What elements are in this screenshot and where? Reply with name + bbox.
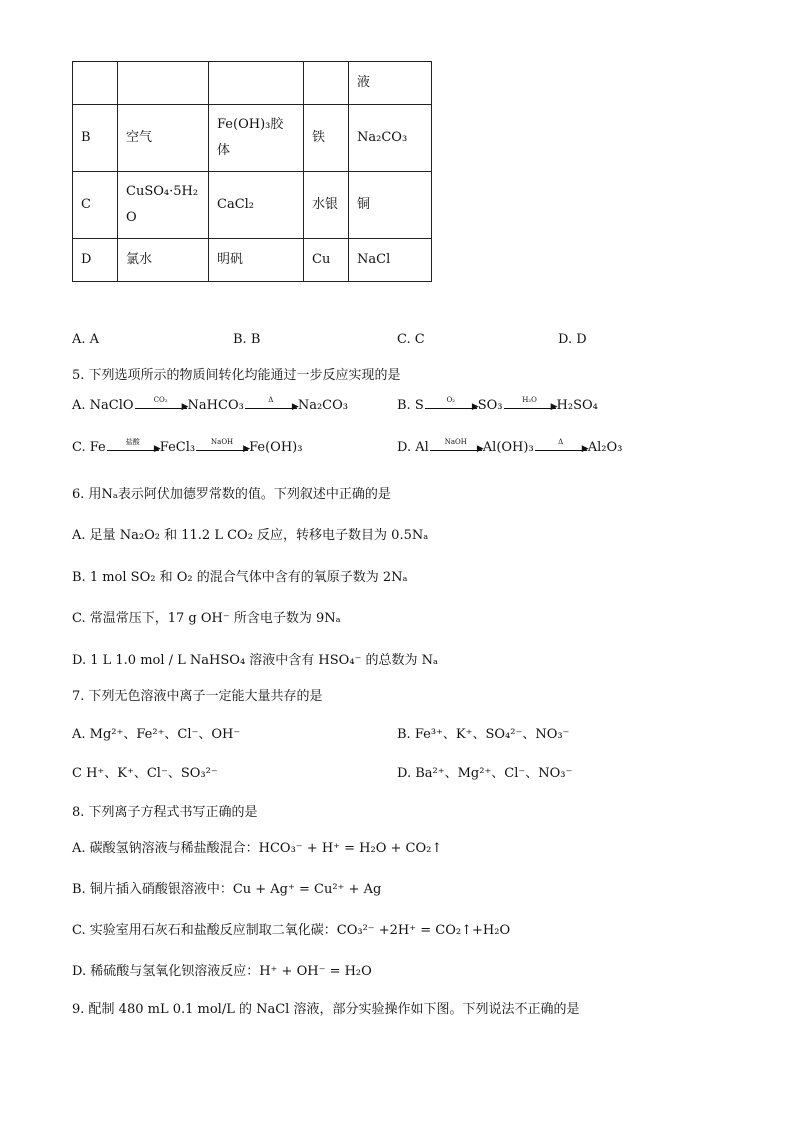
table-row xyxy=(73,239,432,282)
q8-stem: 8. 下列离子方程式书写正确的是 xyxy=(72,805,258,820)
q5a-part1: A. NaClO xyxy=(72,398,134,413)
reaction-arrow-icon: NaOH ▶ xyxy=(196,441,248,455)
q6-stem: 6. 用Nₐ表示阿伏加德罗常数的值。下列叙述中正确的是 xyxy=(72,487,391,502)
table-cell: Na₂CO₃ xyxy=(349,105,432,172)
table-cell: NaCl xyxy=(349,239,432,282)
table-cell: C xyxy=(73,172,118,239)
table-row xyxy=(73,105,432,172)
q4-option-a: A. A xyxy=(72,332,100,347)
q5a-part3: Na₂CO₃ xyxy=(297,398,348,413)
q6-option-d: D. 1 L 1.0 mol / L NaHSO₄ 溶液中含有 HSO₄⁻ 的总数为 Nₐ xyxy=(72,653,439,668)
table-cell xyxy=(73,62,118,105)
q6-option-a: A. 足量 Na₂O₂ 和 11.2 L CO₂ 反应，转移电子数目为 0.5Nₐ xyxy=(72,528,429,543)
table-cell: CaCl₂ xyxy=(209,172,304,239)
reaction-arrow-icon: NaOH ▶ xyxy=(430,441,482,455)
arrow-label: NaOH xyxy=(211,437,234,446)
q5b-part1: B. S xyxy=(397,398,424,413)
arrow-label: CO₂ xyxy=(153,395,168,404)
reaction-arrow-icon: Δ ▶ xyxy=(535,441,587,455)
table-cell xyxy=(118,62,209,105)
q8-option-c: C. 实验室用石灰石和盐酸反应制取二氧化碳：CO₃²⁻ +2H⁺ = CO₂↑+H₂O xyxy=(72,923,511,938)
q4-option-c: C. C xyxy=(397,332,425,347)
options-table xyxy=(72,61,432,282)
table-cell: 空气 xyxy=(118,105,209,172)
q5-option-c xyxy=(72,437,303,455)
table-cell: 液 xyxy=(349,62,432,105)
reaction-arrow-icon: 盐酸 ▶ xyxy=(107,441,159,455)
reaction-arrow-icon: Δ ▶ xyxy=(245,399,297,413)
reaction-arrow-icon: O₂ ▶ xyxy=(425,399,477,413)
table-cell: Cu xyxy=(304,239,349,282)
arrow-label: 盐酸 xyxy=(125,437,140,446)
table-cell: 铁 xyxy=(304,105,349,172)
q4-option-b: B. B xyxy=(233,332,261,347)
reaction-arrow-icon: H₂O ▶ xyxy=(504,399,556,413)
q7-option-c: C H⁺、K⁺、Cl⁻、SO₃²⁻ xyxy=(72,766,218,781)
q5a-part2: NaHCO₃ xyxy=(187,398,244,413)
table-cell: 铜 xyxy=(349,172,432,239)
q5c-part3: Fe(OH)₃ xyxy=(249,440,303,455)
table-row xyxy=(73,172,432,239)
q7-stem: 7. 下列无色溶液中离子一定能大量共存的是 xyxy=(72,689,323,704)
reaction-arrow-icon: CO₂ ▶ xyxy=(135,399,187,413)
q5-option-b xyxy=(397,395,598,413)
table-cell xyxy=(304,62,349,105)
q5c-part1: C. Fe xyxy=(72,440,106,455)
table-cell: B xyxy=(73,105,118,172)
q8-option-a: A. 碳酸氢钠溶液与稀盐酸混合：HCO₃⁻ + H⁺ = H₂O + CO₂↑ xyxy=(72,841,443,856)
table-cell: 明矾 xyxy=(209,239,304,282)
table-cell: CuSO₄·5H₂O xyxy=(118,172,209,239)
q5d-part3: Al₂O₃ xyxy=(587,440,623,455)
table-cell xyxy=(209,62,304,105)
q5d-part1: D. Al xyxy=(397,440,429,455)
arrow-label: Δ xyxy=(558,437,564,446)
q6-option-b: B. 1 mol SO₂ 和 O₂ 的混合气体中含有的氧原子数为 2Nₐ xyxy=(72,570,408,585)
q7-option-a: A. Mg²⁺、Fe²⁺、Cl⁻、OH⁻ xyxy=(72,727,241,742)
table-row xyxy=(73,62,432,105)
q5d-part2: Al(OH)₃ xyxy=(482,440,534,455)
q8-option-b: B. 铜片插入硝酸银溶液中：Cu + Ag⁺ = Cu²⁺ + Ag xyxy=(72,882,382,897)
arrow-label: H₂O xyxy=(522,395,537,404)
q7-option-b: B. Fe³⁺、K⁺、SO₄²⁻、NO₃⁻ xyxy=(397,727,570,742)
q5b-part2: SO₃ xyxy=(477,398,503,413)
arrow-label: NaOH xyxy=(444,437,467,446)
arrow-label: Δ xyxy=(268,395,274,404)
table-cell: D xyxy=(73,239,118,282)
q5b-part3: H₂SO₄ xyxy=(556,398,598,413)
q5-stem: 5. 下列选项所示的物质间转化均能通过一步反应实现的是 xyxy=(72,368,401,383)
q8-option-d: D. 稀硫酸与氢氧化钡溶液反应：H⁺ + OH⁻ = H₂O xyxy=(72,964,372,979)
arrow-label: O₂ xyxy=(446,395,455,404)
q7-option-d: D. Ba²⁺、Mg²⁺、Cl⁻、NO₃⁻ xyxy=(397,766,573,781)
table-cell: Fe(OH)₃胶体 xyxy=(209,105,304,172)
table-cell: 氯水 xyxy=(118,239,209,282)
q5c-part2: FeCl₃ xyxy=(159,440,196,455)
q5-option-d xyxy=(397,437,623,455)
q4-option-d: D. D xyxy=(558,332,587,347)
table-cell: 水银 xyxy=(304,172,349,239)
q9-stem: 9. 配制 480 mL 0.1 mol/L 的 NaCl 溶液，部分实验操作如下图。下列说法不正确的是 xyxy=(72,1002,580,1017)
q6-option-c: C. 常温常压下，17 g OH⁻ 所含电子数为 9Nₐ xyxy=(72,611,341,626)
q5-option-a xyxy=(72,395,348,413)
